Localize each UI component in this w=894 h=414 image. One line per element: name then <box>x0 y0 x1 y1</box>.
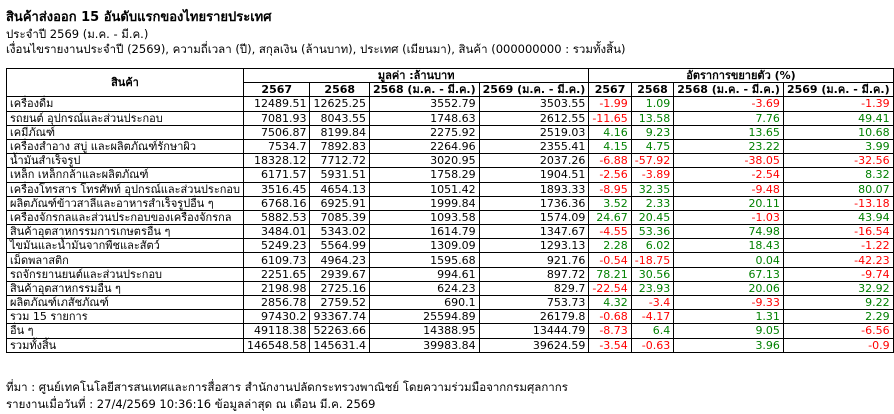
export-table <box>6 68 894 353</box>
value-cell: 1574.09 <box>479 210 589 224</box>
growth-cell: 32.35 <box>631 182 673 196</box>
value-cell: 2355.41 <box>479 139 589 153</box>
value-cell: 39983.84 <box>369 338 479 352</box>
value-cell: 93367.74 <box>310 310 370 324</box>
growth-cell: 4.16 <box>589 125 631 139</box>
header-value-group: มูลค่า :ล้านบาท <box>243 69 588 83</box>
growth-cell: 24.67 <box>589 210 631 224</box>
value-cell: 5564.99 <box>310 239 370 253</box>
value-cell: 1595.68 <box>369 253 479 267</box>
growth-cell: -8.95 <box>589 182 631 196</box>
growth-cell: 10.68 <box>783 125 893 139</box>
value-cell: 3516.45 <box>243 182 310 196</box>
growth-cell: 20.06 <box>674 281 784 295</box>
value-cell: 5249.23 <box>243 239 310 253</box>
growth-cell: 67.13 <box>674 267 784 281</box>
value-cell: 3020.95 <box>369 154 479 168</box>
product-name-cell: รถจักรยานยนต์และส่วนประกอบ <box>7 267 244 281</box>
value-cell: 13444.79 <box>479 324 589 338</box>
value-cell: 49118.38 <box>243 324 310 338</box>
growth-cell: 1.09 <box>631 97 673 111</box>
table-row <box>7 111 894 125</box>
growth-cell: 6.4 <box>631 324 673 338</box>
growth-cell: -11.65 <box>589 111 631 125</box>
product-name-cell: เครื่องจักรกลและส่วนประกอบของเครื่องจักรกล <box>7 210 244 224</box>
table-row <box>7 196 894 210</box>
value-cell: 8043.55 <box>310 111 370 125</box>
growth-cell: 2.29 <box>783 310 893 324</box>
growth-cell: -1.22 <box>783 239 893 253</box>
growth-cell: -38.05 <box>674 154 784 168</box>
growth-cell: 6.02 <box>631 239 673 253</box>
growth-cell: 7.76 <box>674 111 784 125</box>
value-cell: 26179.8 <box>479 310 589 324</box>
value-cell: 12625.25 <box>310 97 370 111</box>
growth-cell: -1.03 <box>674 210 784 224</box>
value-cell: 5343.02 <box>310 225 370 239</box>
report-conditions: เงื่อนไขรายงานประจำปี (2569), ความถี่เวลา (ปี), สกุลเงิน (ล้านบาท), ประเทศ (เมียนมา), สินค้า (000000000 : รวมทั้งสิ้น) <box>6 42 626 56</box>
value-cell: 5931.51 <box>310 168 370 182</box>
growth-cell: -42.23 <box>783 253 893 267</box>
value-cell: 1347.67 <box>479 225 589 239</box>
table-row <box>7 182 894 196</box>
value-cell: 6171.57 <box>243 168 310 182</box>
value-cell: 39624.59 <box>479 338 589 352</box>
value-cell: 14388.95 <box>369 324 479 338</box>
product-name-cell: สินค้าอุตสาหกรรมการเกษตรอื่น ๆ <box>7 225 244 239</box>
value-cell: 97430.2 <box>243 310 310 324</box>
growth-cell: 3.99 <box>783 139 893 153</box>
product-name-cell: น้ำมันสำเร็จรูป <box>7 154 244 168</box>
value-cell: 897.72 <box>479 267 589 281</box>
value-cell: 1614.79 <box>369 225 479 239</box>
product-name-cell: ไขมันและน้ำมันจากพืชและสัตว์ <box>7 239 244 253</box>
growth-cell: 18.43 <box>674 239 784 253</box>
value-cell: 5882.53 <box>243 210 310 224</box>
value-cell: 2037.26 <box>479 154 589 168</box>
growth-cell: -8.73 <box>589 324 631 338</box>
table-row <box>7 338 894 352</box>
product-name-cell: เครื่องดื่ม <box>7 97 244 111</box>
table-row <box>7 267 894 281</box>
value-cell: 7712.72 <box>310 154 370 168</box>
product-name-cell: สินค้าอุตสาหกรรมอื่น ๆ <box>7 281 244 295</box>
growth-cell: 3.52 <box>589 196 631 210</box>
value-cell: 2856.78 <box>243 296 310 310</box>
growth-cell: 13.65 <box>674 125 784 139</box>
value-cell: 1736.36 <box>479 196 589 210</box>
growth-cell: -3.4 <box>631 296 673 310</box>
growth-cell: -3.69 <box>674 97 784 111</box>
growth-cell: -32.56 <box>783 154 893 168</box>
value-cell: 1893.33 <box>479 182 589 196</box>
value-cell: 7892.83 <box>310 139 370 153</box>
value-cell: 12489.51 <box>243 97 310 111</box>
growth-cell: 74.98 <box>674 225 784 239</box>
growth-cell: 3.96 <box>674 338 784 352</box>
growth-cell: -4.17 <box>631 310 673 324</box>
value-cell: 690.1 <box>369 296 479 310</box>
value-cell: 25594.89 <box>369 310 479 324</box>
value-cell: 1904.51 <box>479 168 589 182</box>
value-cell: 2198.98 <box>243 281 310 295</box>
value-cell: 145631.4 <box>310 338 370 352</box>
growth-cell: -18.75 <box>631 253 673 267</box>
value-cell: 2251.65 <box>243 267 310 281</box>
growth-cell: -2.56 <box>589 168 631 182</box>
growth-cell: -1.39 <box>783 97 893 111</box>
growth-cell: -0.9 <box>783 338 893 352</box>
header-col: 2568 <box>631 83 673 97</box>
growth-cell: 9.05 <box>674 324 784 338</box>
growth-cell: -0.63 <box>631 338 673 352</box>
value-cell: 1748.63 <box>369 111 479 125</box>
growth-cell: 2.28 <box>589 239 631 253</box>
table-row <box>7 324 894 338</box>
growth-cell: -9.74 <box>783 267 893 281</box>
growth-cell: 0.04 <box>674 253 784 267</box>
growth-cell: -1.99 <box>589 97 631 111</box>
growth-cell: -0.54 <box>589 253 631 267</box>
product-name-cell: เคมีภัณฑ์ <box>7 125 244 139</box>
value-cell: 146548.58 <box>243 338 310 352</box>
report-period: ประจำปี 2569 (ม.ค. - มี.ค.) <box>6 27 149 41</box>
report-timestamp: รายงานเมื่อวันที่ : 27/4/2569 10:36:16 ข้อมูลล่าสุด ณ เดือน มี.ค. 2569 <box>6 397 376 411</box>
growth-cell: -0.68 <box>589 310 631 324</box>
growth-cell: -13.18 <box>783 196 893 210</box>
table-row <box>7 154 894 168</box>
product-name-cell: เม็ดพลาสติก <box>7 253 244 267</box>
growth-cell: 2.33 <box>631 196 673 210</box>
value-cell: 3503.55 <box>479 97 589 111</box>
value-cell: 6109.73 <box>243 253 310 267</box>
value-cell: 1293.13 <box>479 239 589 253</box>
value-cell: 3484.01 <box>243 225 310 239</box>
value-cell: 2264.96 <box>369 139 479 153</box>
report-title: สินค้าส่งออก 15 อันดับแรกของไทยรายประเทศ <box>6 10 272 25</box>
value-cell: 829.7 <box>479 281 589 295</box>
value-cell: 1051.42 <box>369 182 479 196</box>
growth-cell: 23.93 <box>631 281 673 295</box>
table-row <box>7 210 894 224</box>
value-cell: 7085.39 <box>310 210 370 224</box>
value-cell: 8199.84 <box>310 125 370 139</box>
value-cell: 4654.13 <box>310 182 370 196</box>
value-cell: 1999.84 <box>369 196 479 210</box>
product-name-cell: เครื่องโทรสาร โทรศัพท์ อุปกรณ์และส่วนประกอบ <box>7 182 244 196</box>
header-col: 2568 (ม.ค. - มี.ค.) <box>674 83 784 97</box>
growth-cell: -9.33 <box>674 296 784 310</box>
table-row <box>7 239 894 253</box>
table-row <box>7 281 894 295</box>
product-name-cell: เหล็ก เหล็กกล้าและผลิตภัณฑ์ <box>7 168 244 182</box>
table-row <box>7 253 894 267</box>
growth-cell: 53.36 <box>631 225 673 239</box>
growth-cell: -3.89 <box>631 168 673 182</box>
value-cell: 1309.09 <box>369 239 479 253</box>
growth-cell: 20.11 <box>674 196 784 210</box>
source-note: ที่มา : ศูนย์เทคโนโลยีสารสนเทศและการสื่อสาร สำนักงานปลัดกระทรวงพาณิชย์ โดยความร่วมมือจากกรมศุลกากร <box>6 380 568 394</box>
growth-cell: -9.48 <box>674 182 784 196</box>
value-cell: 18328.12 <box>243 154 310 168</box>
header-growth-group: อัตราการขยายตัว (%) <box>589 69 893 83</box>
value-cell: 7534.7 <box>243 139 310 153</box>
value-cell: 2759.52 <box>310 296 370 310</box>
growth-cell: 32.92 <box>783 281 893 295</box>
value-cell: 2612.55 <box>479 111 589 125</box>
table-row <box>7 225 894 239</box>
product-name-cell: อื่น ๆ <box>7 324 244 338</box>
growth-cell: -4.55 <box>589 225 631 239</box>
growth-cell: -2.54 <box>674 168 784 182</box>
header-col: 2569 (ม.ค. - มี.ค.) <box>479 83 589 97</box>
table-row <box>7 97 894 111</box>
value-cell: 1093.58 <box>369 210 479 224</box>
growth-cell: -22.54 <box>589 281 631 295</box>
value-cell: 7506.87 <box>243 125 310 139</box>
table-row <box>7 310 894 324</box>
growth-cell: 9.23 <box>631 125 673 139</box>
product-name-cell: รถยนต์ อุปกรณ์และส่วนประกอบ <box>7 111 244 125</box>
value-cell: 1758.29 <box>369 168 479 182</box>
value-cell: 2725.16 <box>310 281 370 295</box>
table-row <box>7 139 894 153</box>
growth-cell: 9.22 <box>783 296 893 310</box>
value-cell: 921.76 <box>479 253 589 267</box>
header-col: 2568 (ม.ค. - มี.ค.) <box>369 83 479 97</box>
value-cell: 4964.23 <box>310 253 370 267</box>
growth-cell: 4.75 <box>631 139 673 153</box>
growth-cell: 78.21 <box>589 267 631 281</box>
table-row <box>7 168 894 182</box>
growth-cell: -6.56 <box>783 324 893 338</box>
table-body <box>7 97 894 352</box>
growth-cell: 80.07 <box>783 182 893 196</box>
product-name-cell: ผลิตภัณฑ์เภสัชภัณฑ์ <box>7 296 244 310</box>
growth-cell: 30.56 <box>631 267 673 281</box>
header-col: 2569 (ม.ค. - มี.ค.) <box>783 83 893 97</box>
growth-cell: -3.54 <box>589 338 631 352</box>
growth-cell: -16.54 <box>783 225 893 239</box>
growth-cell: 23.22 <box>674 139 784 153</box>
product-name-cell: รวมทั้งสิ้น <box>7 338 244 352</box>
value-cell: 6768.16 <box>243 196 310 210</box>
growth-cell: 20.45 <box>631 210 673 224</box>
product-name-cell: รวม 15 รายการ <box>7 310 244 324</box>
value-cell: 3552.79 <box>369 97 479 111</box>
growth-cell: 4.15 <box>589 139 631 153</box>
table-row <box>7 125 894 139</box>
value-cell: 6925.91 <box>310 196 370 210</box>
header-product: สินค้า <box>7 69 244 97</box>
growth-cell: 8.32 <box>783 168 893 182</box>
value-cell: 2275.92 <box>369 125 479 139</box>
growth-cell: 1.31 <box>674 310 784 324</box>
value-cell: 7081.93 <box>243 111 310 125</box>
value-cell: 994.61 <box>369 267 479 281</box>
header-col: 2567 <box>243 83 310 97</box>
growth-cell: 13.58 <box>631 111 673 125</box>
value-cell: 624.23 <box>369 281 479 295</box>
value-cell: 2939.67 <box>310 267 370 281</box>
value-cell: 2519.03 <box>479 125 589 139</box>
product-name-cell: เครื่องสำอาง สบู่ และผลิตภัณฑ์รักษาผิว <box>7 139 244 153</box>
header-col: 2567 <box>589 83 631 97</box>
growth-cell: 4.32 <box>589 296 631 310</box>
growth-cell: 43.94 <box>783 210 893 224</box>
growth-cell: -6.88 <box>589 154 631 168</box>
header-col: 2568 <box>310 83 370 97</box>
value-cell: 753.73 <box>479 296 589 310</box>
growth-cell: 49.41 <box>783 111 893 125</box>
value-cell: 52263.66 <box>310 324 370 338</box>
growth-cell: -57.92 <box>631 154 673 168</box>
product-name-cell: ผลิตภัณฑ์ข้าวสาลีและอาหารสำเร็จรูปอื่น ๆ <box>7 196 244 210</box>
table-row <box>7 296 894 310</box>
